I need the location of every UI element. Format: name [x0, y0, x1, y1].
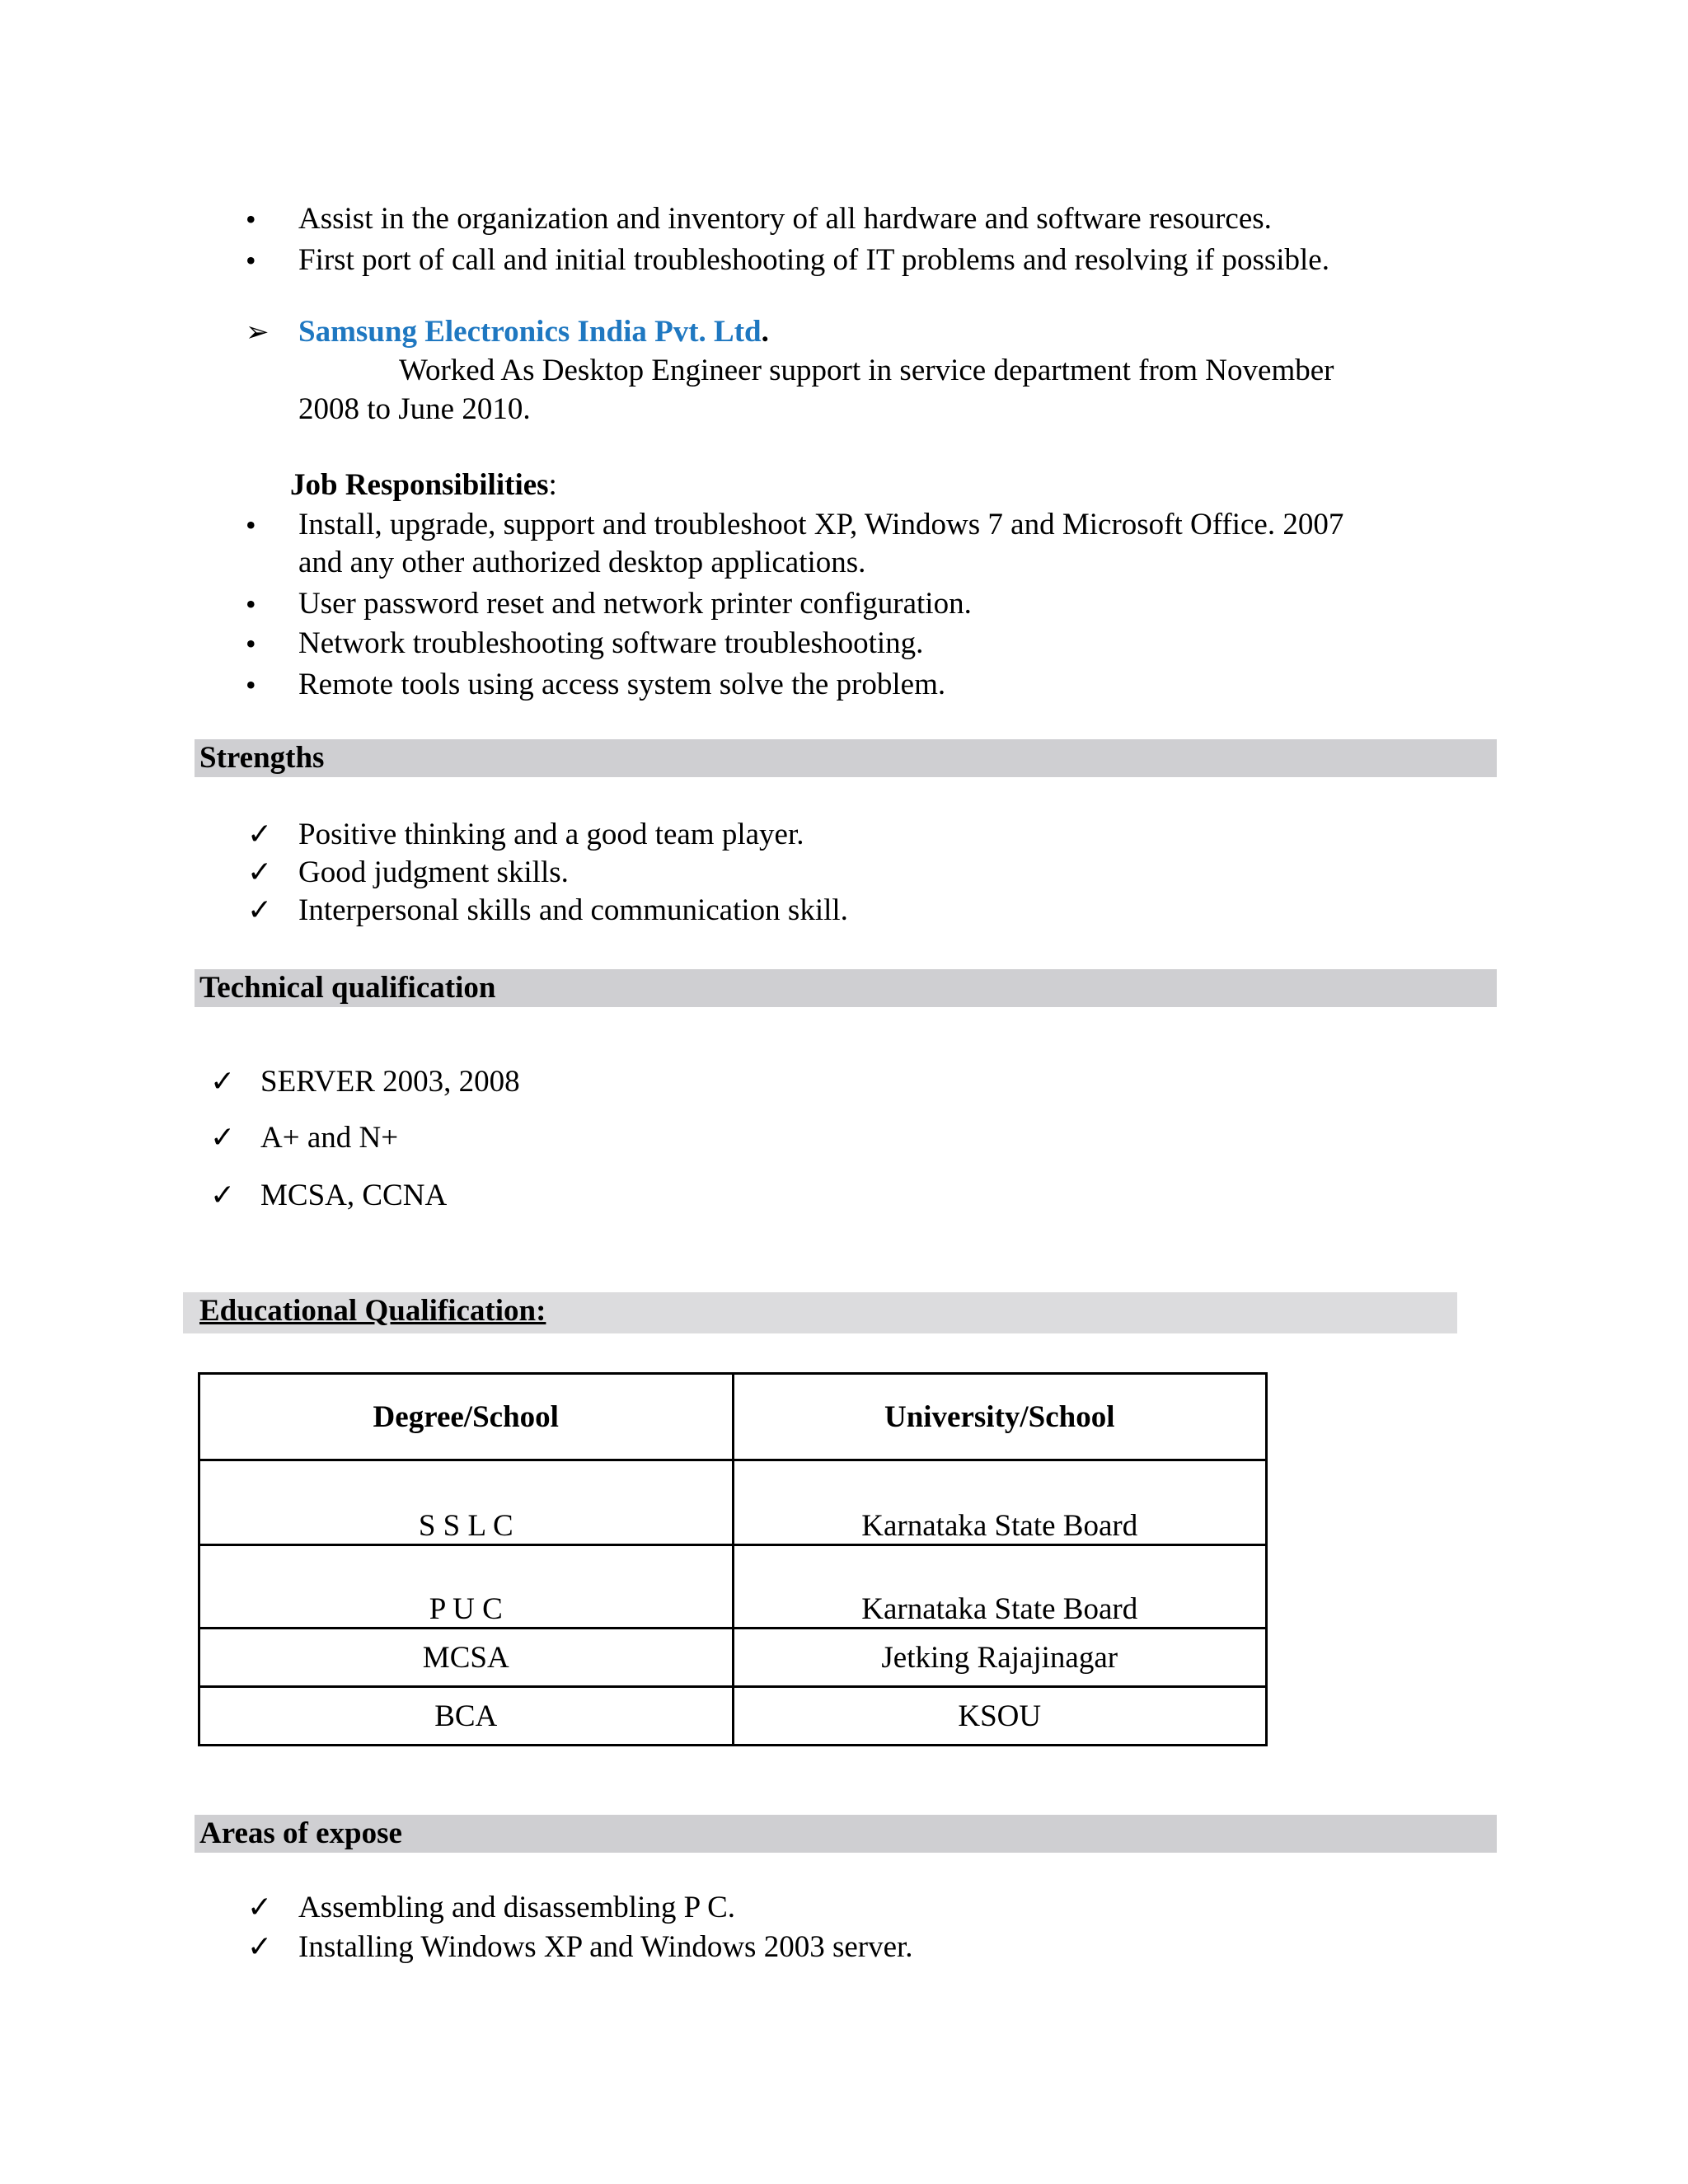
role-line-2: 2008 to June 2010. [298, 392, 531, 426]
cell-university: Karnataka State Board [733, 1460, 1267, 1545]
responsibilities-colon: : [548, 468, 557, 502]
check-icon: ✓ [210, 1121, 236, 1155]
responsibility-1: Install, upgrade, support and troubleshoot XP, Windows 7 and Microsoft Office. 2007 [298, 508, 1344, 541]
strength-2: Good judgment skills. [298, 855, 569, 889]
table-row [199, 1629, 1267, 1687]
bullet-icon: • [246, 509, 256, 541]
cell-degree: BCA [199, 1687, 734, 1746]
area-item-2: Installing Windows XP and Windows 2003 server. [298, 1930, 913, 1964]
education-title: Educational Qualification: [199, 1294, 546, 1328]
technical-title: Technical qualification [199, 971, 496, 1005]
table-row [199, 1545, 1267, 1629]
company-label: Samsung Electronics India Pvt. Ltd [298, 315, 762, 349]
company-name [298, 313, 769, 351]
responsibility-3: Network troubleshooting software troubleshooting. [298, 626, 924, 660]
strength-1: Positive thinking and a good team player. [298, 818, 804, 851]
check-icon: ✓ [247, 1891, 273, 1924]
bullet-icon: • [246, 244, 256, 277]
check-icon: ✓ [247, 818, 273, 851]
bullet-icon: • [246, 203, 256, 236]
areas-title: Areas of expose [199, 1816, 402, 1850]
responsibility-4: Remote tools using access system solve the problem. [298, 668, 946, 701]
responsibility-2: User password reset and network printer configuration. [298, 587, 972, 621]
company-period: . [761, 315, 769, 349]
arrow-icon: ➢ [246, 316, 270, 349]
responsibility-1-cont: and any other authorized desktop applications. [298, 546, 866, 579]
role-line-1: Worked As Desktop Engineer support in service department from November [399, 354, 1334, 387]
header-degree: Degree/School [199, 1374, 734, 1460]
education-table [198, 1372, 1268, 1746]
strength-3: Interpersonal skills and communication skill. [298, 893, 848, 927]
cell-degree: MCSA [199, 1629, 734, 1687]
area-item-1: Assembling and disassembling P C. [298, 1891, 735, 1924]
responsibilities-heading-label: Job Responsibilities [290, 468, 549, 502]
technical-item-3: MCSA, CCNA [260, 1179, 448, 1212]
check-icon: ✓ [210, 1065, 236, 1099]
cell-university: Jetking Rajajinagar [733, 1629, 1267, 1687]
table-row [199, 1460, 1267, 1545]
top-bullet-1: Assist in the organization and inventory of all hardware and software resources. [298, 202, 1272, 236]
cell-degree: P U C [199, 1545, 734, 1629]
bullet-icon: • [246, 627, 256, 660]
header-university: University/School [733, 1374, 1267, 1460]
technical-item-1: SERVER 2003, 2008 [260, 1065, 520, 1099]
cell-university: Karnataka State Board [733, 1545, 1267, 1629]
bullet-icon: • [246, 588, 256, 621]
check-icon: ✓ [247, 893, 273, 927]
bullet-icon: • [246, 668, 256, 701]
check-icon: ✓ [247, 1930, 273, 1964]
check-icon: ✓ [210, 1179, 236, 1212]
table-row [199, 1687, 1267, 1746]
responsibilities-heading [290, 466, 557, 504]
top-bullet-2: First port of call and initial troubleshooting of IT problems and resolving if possible. [298, 243, 1329, 277]
strengths-bar [195, 739, 1497, 777]
cell-degree: S S L C [199, 1460, 734, 1545]
cell-university: KSOU [733, 1687, 1267, 1746]
technical-item-2: A+ and N+ [260, 1121, 399, 1155]
table-header-row [199, 1374, 1267, 1460]
check-icon: ✓ [247, 855, 273, 889]
strengths-title: Strengths [199, 741, 325, 775]
